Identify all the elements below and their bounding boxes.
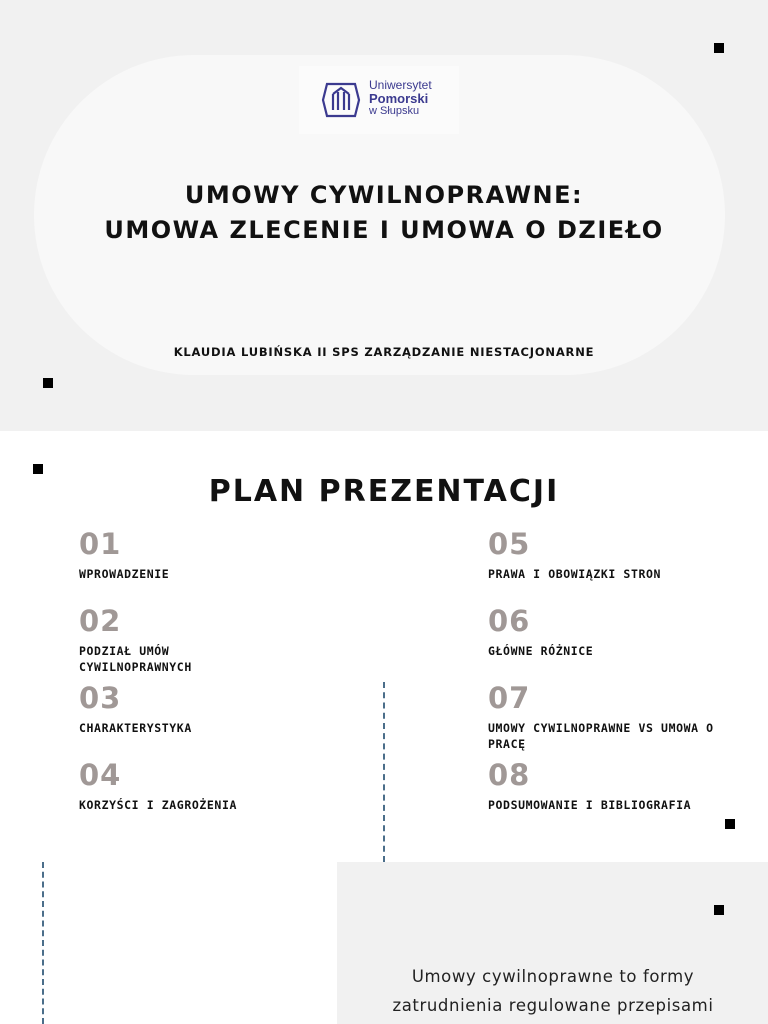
plan-item-number: 01 bbox=[79, 527, 122, 561]
cover-title-line-2: UMOWA ZLECENIE I UMOWA O DZIEŁO bbox=[104, 216, 664, 244]
plan-item-label: PODSUMOWANIE I BIBLIOGRAFIA bbox=[488, 798, 692, 812]
decorative-square bbox=[725, 819, 735, 829]
cover-title bbox=[0, 178, 768, 248]
plan-item bbox=[488, 682, 758, 752]
plan-item-label: KORZYŚCI I ZAGROŻENIA bbox=[79, 798, 237, 812]
plan-item-label: WPROWADZENIE bbox=[79, 567, 170, 581]
plan-item bbox=[488, 759, 758, 813]
logo-line-1: Uniwersytet bbox=[369, 78, 432, 92]
cover-title-line-1: UMOWY CYWILNOPRAWNE: bbox=[184, 181, 584, 209]
logo-line-2: Pomorski bbox=[369, 91, 429, 106]
plan-item bbox=[79, 682, 349, 736]
plan-item-label: GŁÓWNE RÓŻNICE bbox=[488, 644, 594, 658]
intro-line-1: Umowy cywilnoprawne to formy bbox=[411, 967, 695, 986]
plan-item bbox=[79, 605, 269, 675]
dashed-divider bbox=[42, 862, 44, 1024]
plan-item-number: 03 bbox=[79, 681, 122, 715]
decorative-square bbox=[714, 905, 724, 915]
plan-item-label: CHARAKTERYSTYKA bbox=[79, 721, 192, 735]
plan-item bbox=[488, 528, 758, 582]
decorative-square bbox=[33, 464, 43, 474]
plan-item bbox=[488, 605, 758, 659]
plan-item-label: PRAWA I OBOWIĄZKI STRON bbox=[488, 567, 662, 581]
plan-item-number: 06 bbox=[488, 604, 531, 638]
plan-item-number: 04 bbox=[79, 758, 122, 792]
university-emblem-icon bbox=[321, 80, 361, 120]
logo-wordmark bbox=[369, 79, 432, 118]
university-logo bbox=[299, 66, 459, 134]
intro-line-2: zatrudnienia regulowane przepisami bbox=[392, 996, 714, 1015]
plan-title: PLAN PREZENTACJI bbox=[208, 474, 560, 509]
plan-item-number: 05 bbox=[488, 527, 531, 561]
plan-item bbox=[79, 759, 349, 813]
dashed-divider bbox=[383, 682, 385, 862]
logo-line-3: w Słupsku bbox=[369, 105, 420, 117]
plan-item-number: 02 bbox=[79, 604, 122, 638]
plan-item-label: PODZIAŁ UMÓW CYWILNOPRAWNYCH bbox=[79, 644, 192, 674]
plan-item-number: 07 bbox=[488, 681, 531, 715]
cover-author: KLAUDIA LUBIŃSKA II SPS ZARZĄDZANIE NIESTACJONARNE bbox=[173, 345, 595, 359]
plan-item-number: 08 bbox=[488, 758, 531, 792]
decorative-square bbox=[714, 43, 724, 53]
intro-text bbox=[340, 962, 766, 1020]
cover-slide bbox=[0, 0, 768, 431]
decorative-square bbox=[43, 378, 53, 388]
plan-item-label: UMOWY CYWILNOPRAWNE VS UMOWA O PRACĘ bbox=[488, 721, 714, 751]
plan-item bbox=[79, 528, 349, 582]
